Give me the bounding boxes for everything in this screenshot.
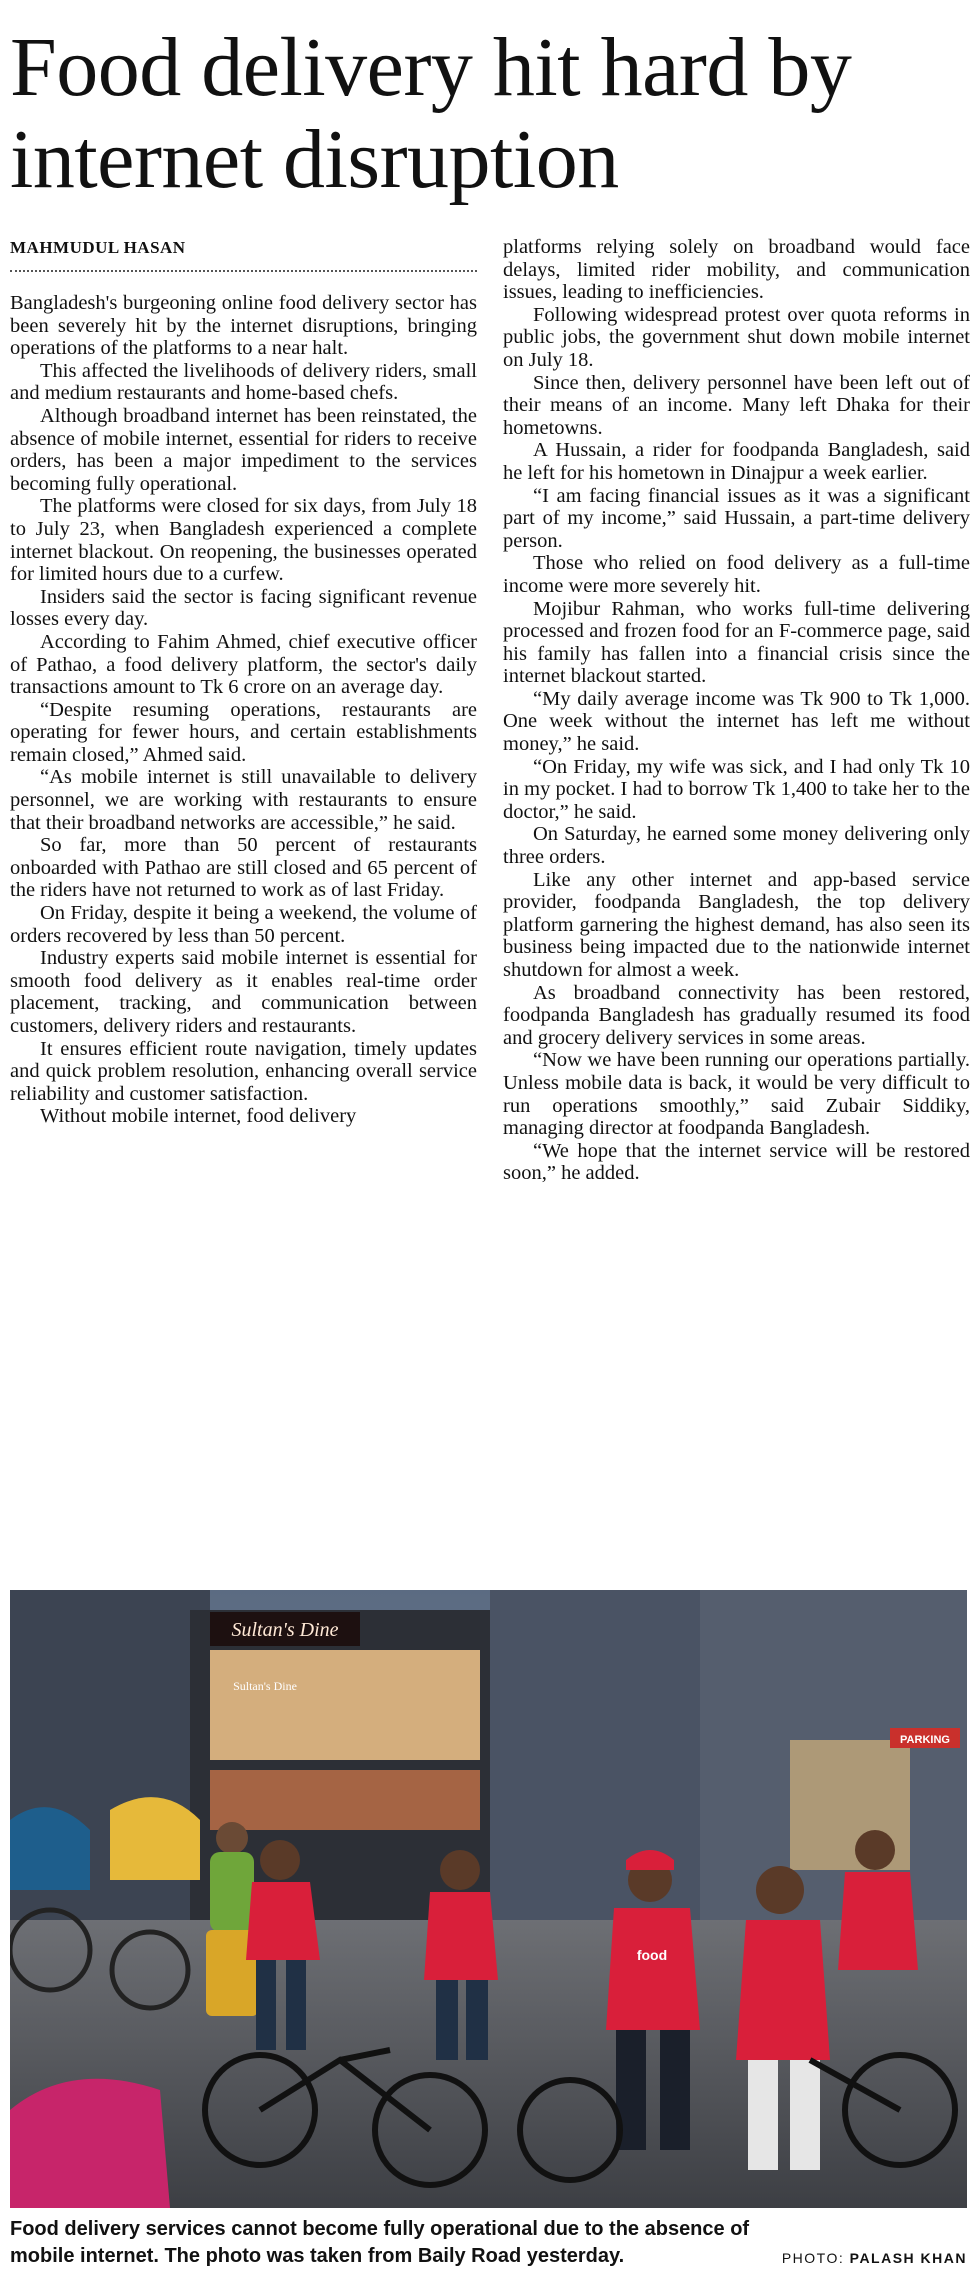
photo-credit-label: PHOTO: (781, 2250, 845, 2266)
paragraph: Mojibur Rahman, who works full-time delivering processed and frozen food for an F-commerce page, said his family has fallen into a financial crisis since the internet blackout started. (503, 597, 970, 688)
paragraph: On Saturday, he earned some money delivering only three orders. (503, 823, 970, 869)
uniform-logo-text: food (636, 1947, 668, 1963)
news-photo (10, 1590, 967, 2208)
paragraph: The platforms were closed for six days, from July 18 to July 23, when Bangladesh experienced a complete internet blackout. On reopening, the businesses operated for limited hours due to a curfew. (10, 495, 477, 586)
paragraph: Following widespread protest over quota reforms in public jobs, the government shut down mobile internet on July 18. (503, 303, 970, 371)
paragraph: On Friday, despite it being a weekend, the volume of orders recovered by less than 50 percent. (10, 902, 477, 947)
lit-storefront (210, 1770, 480, 1830)
article-column-right (503, 236, 970, 1185)
paragraph: As broadband connectivity has been restored, foodpanda Bangladesh has gradually resumed its food and grocery delivery services in some areas. (503, 981, 970, 1049)
paragraph: Industry experts said mobile internet is essential for smooth food delivery as it enables real-time order placement, tracking, and communication between customers, delivery riders and restaurants. (10, 947, 477, 1037)
paragraph: Bangladesh's burgeoning online food delivery sector has been severely hit by the internet disruptions, bringing operations of the platforms to a near halt. (10, 292, 477, 360)
paragraph: Although broadband internet has been reinstated, the absence of mobile internet, essential for riders to receive orders, has been a major impediment to the services becoming fully operational. (10, 404, 477, 495)
byline-divider (10, 270, 477, 272)
paragraph: “Now we have been running our operations partially. Unless mobile data is back, it would be very difficult to run operations smoothly,” said Zubair Siddiky, managing director at foodpanda Bangladesh. (503, 1049, 970, 1140)
restaurant-sign-text: Sultan's Dine (231, 1619, 339, 1641)
paragraph: “We hope that the internet service will be restored soon,” he added. (503, 1139, 970, 1185)
photo-credit-name: PALASH KHAN (849, 2250, 967, 2266)
paragraph: “As mobile internet is still unavailable to delivery personnel, we are working with restaurants to ensure that their broadband networks are accessible,” he said. (10, 766, 477, 834)
paragraph-continuation: platforms relying solely on broadband would face delays, limited rider mobility, and communication issues, leading to inefficiencies. (503, 236, 970, 304)
paragraph: It ensures efficient route navigation, timely updates and quick problem resolution, enhancing overall service reliability and customer satisfaction. (10, 1037, 477, 1105)
paragraph: So far, more than 50 percent of restaurants onboarded with Pathao are still closed and 65 percent of the riders have not returned to work as of last Friday. (10, 834, 477, 902)
paragraph: Insiders said the sector is facing significant revenue losses every day. (10, 585, 477, 631)
paragraph: Like any other internet and app-based service provider, foodpanda Bangladesh, the top delivery platform garnering the highest demand, has also seen its business being impacted due to the nationwide internet shutdown for almost a week. (503, 868, 970, 981)
paragraph: Since then, delivery personnel have been left out of their means of an income. Many left Dhaka for their hometowns. (503, 371, 970, 439)
paragraph: According to Fahim Ahmed, chief executive officer of Pathao, a food delivery platform, the sector's daily transactions amount to Tk 6 crore on an average day. (10, 630, 477, 699)
photo-credit (782, 2250, 967, 2266)
restaurant-sign-text-2: Sultan's Dine (233, 1679, 297, 1693)
byline: MAHMUDUL HASAN (10, 238, 186, 257)
paragraph: Those who relied on food delivery as a full-time income were more severely hit. (503, 552, 970, 597)
headline: Food delivery hit hard by internet disruption (10, 21, 852, 206)
paragraph: A Hussain, a rider for foodpanda Bangladesh, said he left for his hometown in Dinajpur a week earlier. (503, 439, 970, 484)
paragraph: “I am facing financial issues as it was a significant part of my income,” said Hussain, a part-time delivery person. (503, 484, 970, 552)
article-column-left (10, 292, 477, 1128)
parking-sign-text: PARKING (900, 1734, 950, 1746)
lit-window (210, 1650, 480, 1760)
paragraph: “Despite resuming operations, restaurants are operating for fewer hours, and certain establishments remain closed,” Ahmed said. (10, 698, 477, 766)
photo-caption: Food delivery services cannot become fully operational due to the absence of mobile internet. The photo was taken from Baily Road yesterday. (10, 2218, 750, 2267)
paragraph: “My daily average income was Tk 900 to Tk 1,000. One week without the internet has left me without money,” he said. (503, 687, 970, 756)
photo-illustration (10, 1590, 967, 2208)
paragraph: This affected the livelihoods of delivery riders, small and medium restaurants and home-based chefs. (10, 359, 477, 405)
paragraph: “On Friday, my wife was sick, and I had only Tk 10 in my pocket. I had to borrow Tk 1,400 to take her to the doctor,” he said. (503, 755, 970, 823)
rickshaw-foreground (10, 2079, 170, 2208)
paragraph: Without mobile internet, food delivery (40, 1105, 357, 1128)
